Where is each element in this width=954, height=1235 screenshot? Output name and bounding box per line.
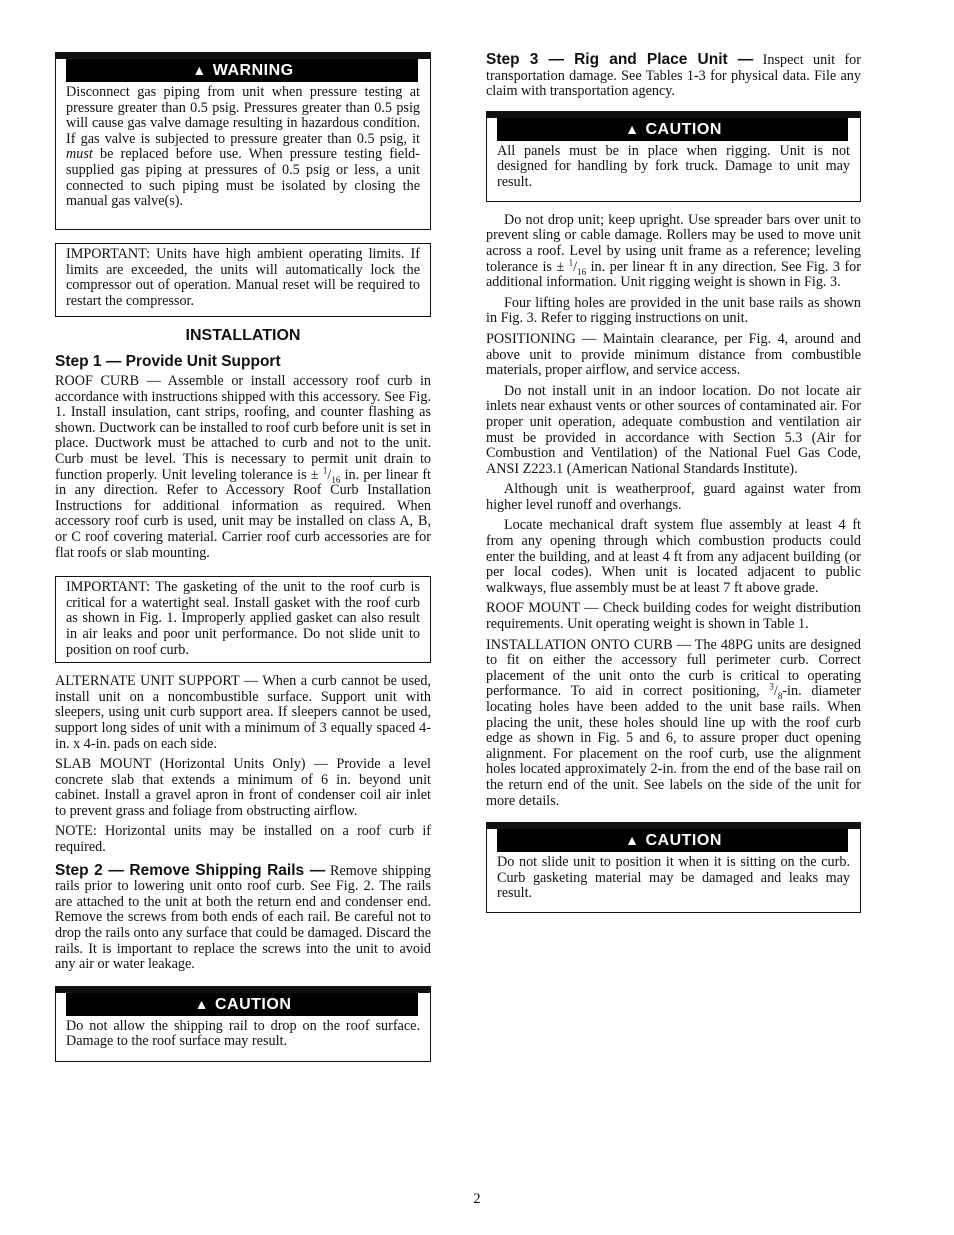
caution-label-2: CAUTION bbox=[645, 120, 722, 138]
important-box-2 bbox=[55, 576, 431, 663]
step1-heading: Step 1 — Provide Unit Support bbox=[55, 353, 281, 370]
caution-box-2 bbox=[486, 111, 861, 202]
caution-text-2: All panels must be in place when rigging. Unit is not designed for handling by fork truck. Damage to unit may result. bbox=[497, 142, 850, 190]
roof-curb-paragraph: ROOF CURB — Assemble or install accessory roof curb in accordance with instructions shipped with this accessory. See Fig. 1. Install insulation, cant strips, roofing, and counter flashing as shown. Ductwork can be installed to roof curb before unit is set in place. Ductwork must be attached to curb and not to the unit. Curb must be level. This is necessary to permit unit drain to function properly. Unit leveling tolerance is ± $^1/_{16}$ in. per linear ft in any direction. Refer to Accessory Roof Curb Installation Instructions for additional information as required. When accessory roof curb is used, unit may be installed on class A, B, or C roof covering material. Carrier roof curb accessories are for flat roofs or slab mounting. bbox=[55, 373, 431, 561]
right-column bbox=[486, 52, 861, 913]
alternate-support-paragraph: ALTERNATE UNIT SUPPORT — When a curb cannot be used, install unit on a noncombustible surface. Support unit with sleepers, using unit curb support area. If sleepers cannot be used, support long sides of unit with a minimum of 3 equally spaced 4-in. x 4-in. pads on each side. bbox=[55, 673, 431, 752]
onto-curb-paragraph: INSTALLATION ONTO CURB — The 48PG units are designed to fit on either the accessory full perimeter curb. Correct placement of the unit onto the curb is critical to operating performance. To aid in correct positioning, $^3/_8-in$. diameter locating holes have been added to the unit base rails. When placing the unit, these holes should line up with the roof curb edge as shown in Fig. 5 and 6, to assure proper duct opening alignment. For placement on the roof curb, use the alignment holes located approximately 2-in. from the end of the base rail on the return end of the unit. See labels on the side of the unit for more details. bbox=[486, 636, 861, 809]
step2-heading: Step 2 — Remove Shipping Rails — bbox=[55, 861, 326, 879]
positioning-paragraph: POSITIONING — Maintain clearance, per Fig. 4, around and above unit to provide minimum distance from combustible materials, proper airflow, and service access. bbox=[486, 330, 861, 379]
caution-bar-1 bbox=[66, 993, 420, 1016]
caution-label-3: CAUTION bbox=[645, 832, 722, 850]
step3-heading: Step 3 — Rig and Place Unit — bbox=[486, 51, 754, 68]
weatherproof-paragraph: Although unit is weatherproof, guard against water from higher level runoff and overhangs. bbox=[486, 481, 861, 513]
step3-paragraph: Step 3 — Rig and Place Unit — Inspect unit for transportation damage. See Tables 1-3 for physical data. File any claim with transportation agency. bbox=[486, 51, 861, 100]
important-text-2: IMPORTANT: The gasketing of the unit to the roof curb is critical for a watertight seal. Install gasket with the roof curb as shown in Fig. 1. Improperly applied gasket can also result in air leaks and poor unit performance. Do not slide unit to position on roof curb. bbox=[66, 579, 420, 658]
roof-mount-paragraph: ROOF MOUNT — Check building codes for weight distribution requirements. Unit operating weight is shown in Table 1. bbox=[486, 600, 861, 633]
flue-assembly-paragraph: Locate mechanical draft system flue assembly at least 4 ft from any opening through which combustion products could enter the building, and at least 4 ft from any adjacent building (or per local codes). When unit is located adjacent to public walkways, flue assembly must be at least 7 ft above grade. bbox=[486, 517, 861, 596]
left-column bbox=[55, 52, 431, 1062]
caution-label-1: CAUTION bbox=[214, 995, 292, 1013]
caution-text-1: Do not allow the shipping rail to drop on the roof surface. Damage to the roof surface may result. bbox=[66, 1017, 420, 1050]
slab-mount-paragraph: SLAB MOUNT (Horizontal Units Only) — Provide a level concrete slab that extends a minimum of 6 in. beyond unit cabinet. Install a gravel apron in front of condenser coil air inlet to prevent grass and foliage from obstructing airflow. bbox=[55, 756, 431, 819]
warning-text: Disconnect gas piping from unit when pressure testing at pressure greater than 0.5 psig. Pressures greater than 0.5 psig will cause gas valve damage resulting in hazardous condition. If gas valve is subjected to pressure greater than 0.5 psig, it must be replaced before use. When pressure testing field-supplied gas piping at pressures of 0.5 psig or less, a unit connected to such piping must be isolated by closing the manual gas valve(s). bbox=[66, 84, 420, 210]
caution-text-3: Do not slide unit to position it when it is sitting on the curb. Curb gasketing material may be damaged and leaks may result. bbox=[497, 854, 850, 902]
caution-bar-3 bbox=[497, 829, 850, 852]
page-number: 2 bbox=[473, 1191, 481, 1207]
caution-triangle-icon-2: ▲ bbox=[625, 120, 640, 137]
lifting-holes-paragraph: Four lifting holes are provided in the unit base rails as shown in Fig. 3. Refer to rigging instructions on unit. bbox=[486, 294, 861, 327]
warning-box bbox=[55, 52, 431, 230]
caution-box-1 bbox=[55, 986, 431, 1062]
step2-paragraph: Step 2 — Remove Shipping Rails — Remove shipping rails prior to lowering unit onto roof curb. See Fig. 2. The rails are attached to the unit at both the return end and condenser end. Remove the screws from both ends of each rail. Be careful not to drop the rails onto any surface that could be damaged. Discard the rails. It is important to replace the screws into the unit to avoid any air or water leakage. bbox=[55, 861, 431, 973]
warning-bar bbox=[66, 59, 420, 82]
caution-triangle-icon-3: ▲ bbox=[625, 832, 640, 849]
drop-unit-paragraph: Do not drop unit; keep upright. Use spreader bars over unit to prevent sling or cable damage. Rollers may be used to move unit across a roof. Level by using unit frame as a reference; leveling tolerance is ± $^1/_{16}$ in. per linear ft in any direction. See Fig. 3 for additional information. Unit rigging weight is shown in Fig. 3. bbox=[486, 211, 861, 291]
important-text-1: IMPORTANT: Units have high ambient operating limits. If limits are exceeded, the units will automatically lock the compressor out of operation. Manual reset will be required to restart the compressor. bbox=[66, 246, 420, 309]
installation-heading: INSTALLATION bbox=[185, 327, 301, 344]
important-box-1 bbox=[55, 243, 431, 317]
caution-bar-2 bbox=[497, 118, 850, 141]
note-paragraph: NOTE: Horizontal units may be installed on a roof curb if required. bbox=[55, 823, 431, 856]
warning-label: WARNING bbox=[212, 62, 294, 79]
indoor-location-paragraph: Do not install unit in an indoor location. Do not locate air inlets near exhaust vents or other sources of contaminated air. For proper unit operation, adequate combustion and ventilation air must be provided in accordance with Section 5.3 (Air for Combustion and Ventilation) of the National Fuel Gas Code, ANSI Z223.1 (American National Standards Institute). bbox=[486, 382, 861, 477]
caution-triangle-icon-1: ▲ bbox=[194, 995, 209, 1012]
warning-triangle-icon: ▲ bbox=[192, 62, 207, 78]
caution-box-3 bbox=[486, 822, 861, 913]
